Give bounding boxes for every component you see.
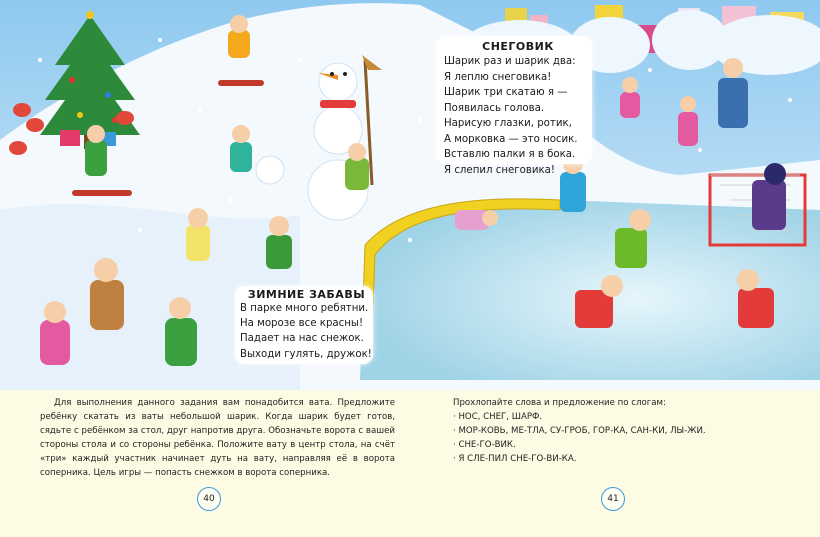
poem-winter-fun-title: ЗИМНИЕ ЗАБАВЫ (247, 288, 366, 301)
poem-line: Вставлю палки я в бока. (444, 149, 576, 160)
poem-winter-fun (235, 286, 373, 364)
left-page-instruction: Для выполнения данного задания вам понадобится вата. Предложите ребёнку скатать из ваты небольшой шарик. Когда шарик будет готов, сядьте с ребёнком за стол, друг напротив друга. Обозначьте ворота с вашей стороны стола и со стороны ребёнка. Положите вату в центр стола, на счёт «три» каждый участник начинает дуть на вату, направляя её в ворота соперника. Цель игры — попасть снежком в ворота соперника. (40, 398, 395, 479)
poem-line: А морковка — это носик. (444, 133, 578, 145)
poem-line: Шарик три скатаю я — (444, 87, 568, 98)
exercise-item: · СНЕ-ГО-ВИК. (453, 440, 516, 451)
exercise-intro: Прохлопайте слова и предложение по слогам: (453, 398, 666, 408)
poem-snowman-title: СНЕГОВИК (482, 40, 554, 53)
poem-line: Я леплю снеговика! (444, 71, 552, 83)
poem-line: Падает на нас снежок. (240, 333, 364, 345)
page-number-right: 41 (601, 487, 625, 511)
poem-line: Я слепил снеговика! (444, 164, 555, 176)
poem-line: На морозе все красны! (240, 318, 364, 330)
poem-line: В парке много ребятни. (240, 303, 369, 314)
exercise-item: · НОС, СНЕГ, ШАРФ. (453, 412, 543, 423)
poem-line: Выходи гулять, дружок! (240, 348, 372, 360)
poem-line: Нарисую глазки, ротик, (444, 118, 572, 129)
poem-snowman (436, 36, 592, 176)
poem-line: Шарик раз и шарик два: (444, 56, 576, 67)
page-number-left: 40 (197, 487, 221, 511)
exercise-item: · МОР-КОВЬ, МЕ-ТЛА, СУ-ГРОБ, ГОР-КА, САН-КИ, ЛЫ-ЖИ. (453, 426, 706, 437)
right-page-exercise (453, 396, 783, 466)
exercise-item: · Я СЛЕ-ПИЛ СНЕ-ГО-ВИ-КА. (453, 454, 577, 465)
poem-line: Появилась голова. (444, 102, 545, 114)
